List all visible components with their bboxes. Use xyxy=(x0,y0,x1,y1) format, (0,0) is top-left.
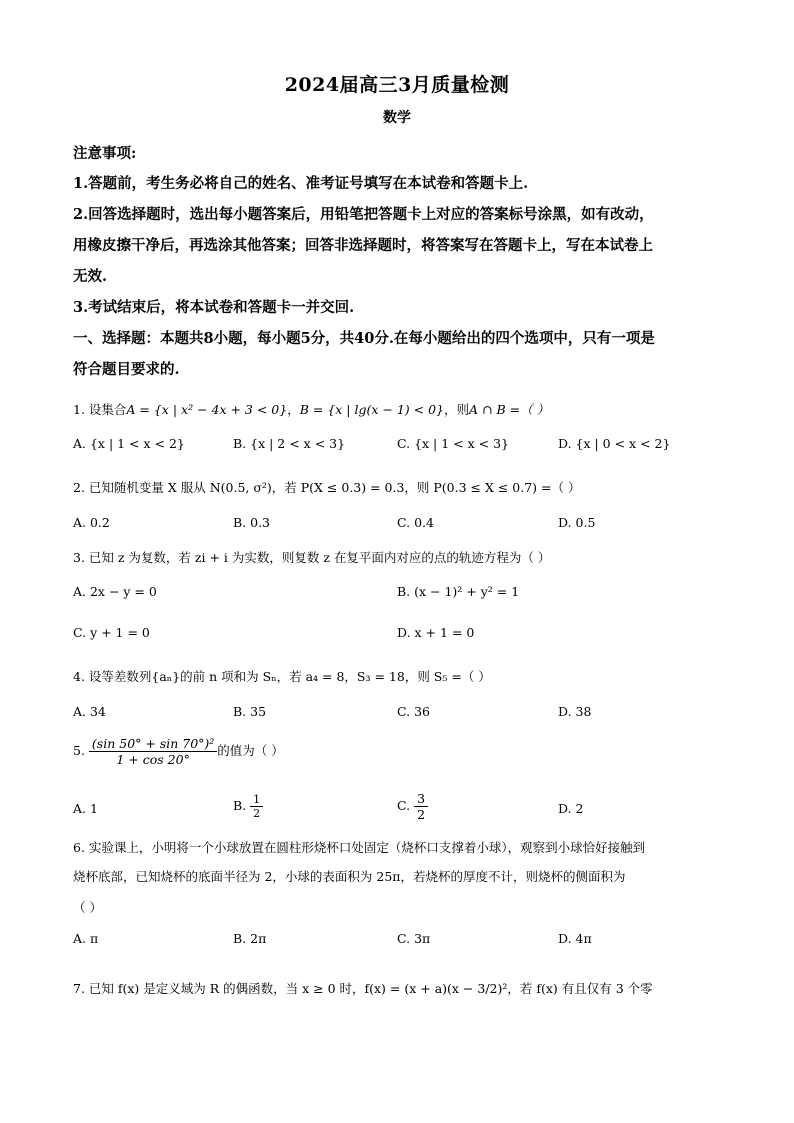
question-6-line-1: 6. 实验课上，小明将一个小球放置在圆柱形烧杯口处固定（烧杯口支撑着小球），观察到小球恰好接触到 xyxy=(73,840,646,855)
question-6-option-a: A. π xyxy=(73,931,99,946)
question-1-option-b: B. {x | 2 < x < 3} xyxy=(233,436,346,451)
question-6-option-d: D. 4π xyxy=(558,931,592,946)
question-5-option-a: A. 1 xyxy=(73,801,98,816)
notice-heading: 注意事项: xyxy=(73,145,137,162)
question-3-stem: 3. 已知 z 为复数，若 zi + i 为实数，则复数 z 在复平面内对应的点的轨迹方程为（ ） xyxy=(73,550,551,565)
question-3-option-c: C. y + 1 = 0 xyxy=(73,625,150,640)
question-4-option-b: B. 35 xyxy=(233,704,267,719)
question-1-option-d: D. {x | 0 < x < 2} xyxy=(558,436,671,451)
question-5-option-c-denominator: 2 xyxy=(417,807,426,822)
question-5-denominator: 1 + cos 20° xyxy=(116,752,190,767)
question-5-numerator: (sin 50° + sin 70°)² xyxy=(89,736,217,752)
question-1-sep: ， xyxy=(287,402,300,417)
question-3-option-b: B. (x − 1)² + y² = 1 xyxy=(397,584,520,599)
question-5-suffix: 的值为（ ） xyxy=(217,743,284,758)
question-5-option-c-fraction xyxy=(414,791,428,822)
question-2-option-b: B. 0.3 xyxy=(233,515,271,530)
question-1-option-a: A. {x | 1 < x < 2} xyxy=(73,436,185,451)
question-5-option-b-denominator: 2 xyxy=(253,807,261,821)
question-2-stem: 2. 已知随机变量 X 服从 N(0.5, σ²)，若 P(X ≤ 0.3) = 0.3，则 P(0.3 ≤ X ≤ 0.7) =（ ） xyxy=(73,480,581,495)
question-5-option-b xyxy=(233,793,263,820)
section-1-heading-line-2: 符合题目要求的. xyxy=(73,361,180,378)
question-1-set-b: B = {x | lg(x − 1) < 0} xyxy=(299,402,444,417)
question-5-option-b-label: B. xyxy=(233,798,247,814)
question-4-option-a: A. 34 xyxy=(73,704,106,719)
question-6-option-b: B. 2π xyxy=(233,931,267,946)
question-5-option-b-fraction xyxy=(250,793,263,820)
notice-item-2-line-1: 2.回答选择题时，选出每小题答案后，用铅笔把答题卡上对应的答案标号涂黑，如有改动， xyxy=(73,206,654,223)
question-2-option-d: D. 0.5 xyxy=(558,515,596,530)
notice-item-1: 1.答题前，考生务必将自己的姓名、准考证号填写在本试卷和答题卡上. xyxy=(73,175,529,192)
exam-title: 2024届高三3月质量检测 xyxy=(284,74,510,96)
question-1-set-a: A = {x | x² − 4x + 3 < 0} xyxy=(126,402,288,417)
question-1-suffix: ，则 xyxy=(444,402,470,417)
question-5-stem xyxy=(73,736,284,767)
question-1-option-c: C. {x | 1 < x < 3} xyxy=(397,436,509,451)
question-4-option-c: C. 36 xyxy=(397,704,430,719)
question-5-option-d: D. 2 xyxy=(558,801,584,816)
question-5-option-c-label: C. xyxy=(397,798,411,813)
question-4-stem: 4. 设等差数列{aₙ}的前 n 项和为 Sₙ，若 a₄ = 8，S₃ = 18，则 S₅ =（ ） xyxy=(73,669,491,684)
exam-subject: 数学 xyxy=(383,110,411,126)
question-5-option-c xyxy=(397,791,428,822)
question-6-line-2: 烧杯底部，已知烧杯的底面半径为 2，小球的表面积为 25π，若烧杯的厚度不计，则烧杯的侧面积为 xyxy=(73,869,626,884)
question-5-fraction xyxy=(89,736,217,767)
question-4-option-d: D. 38 xyxy=(558,704,592,719)
question-2-option-a: A. 0.2 xyxy=(73,515,110,530)
notice-item-2-line-3: 无效. xyxy=(73,268,108,285)
question-3-option-d: D. x + 1 = 0 xyxy=(397,625,475,640)
notice-item-3: 3.考试结束后，将本试卷和答题卡一并交回. xyxy=(73,299,355,316)
question-5-number: 5. xyxy=(73,743,85,758)
question-5-option-c-numerator: 3 xyxy=(414,791,428,807)
question-7-stem: 7. 已知 f(x) 是定义域为 R 的偶函数，当 x ≥ 0 时，f(x) = (x + a)(x − 3/2)²，若 f(x) 有且仅有 3 个零 xyxy=(73,981,653,996)
question-6-line-3: （ ） xyxy=(73,900,102,915)
question-1-ask: A ∩ B =（ ） xyxy=(469,402,550,417)
question-1-prefix: 1. 设集合 xyxy=(73,402,127,417)
question-2-option-c: C. 0.4 xyxy=(397,515,434,530)
question-5-option-b-numerator: 1 xyxy=(250,793,263,807)
question-3-option-a: A. 2x − y = 0 xyxy=(73,584,157,599)
question-6-option-c: C. 3π xyxy=(397,931,431,946)
notice-item-2-line-2: 用橡皮擦干净后，再选涂其他答案；回答非选择题时，将答案写在答题卡上，写在本试卷上 xyxy=(73,237,653,254)
question-1-stem xyxy=(73,400,549,418)
section-1-heading-line-1: 一、选择题：本题共8小题，每小题5分，共40分.在每小题给出的四个选项中，只有一项是 xyxy=(73,330,655,347)
